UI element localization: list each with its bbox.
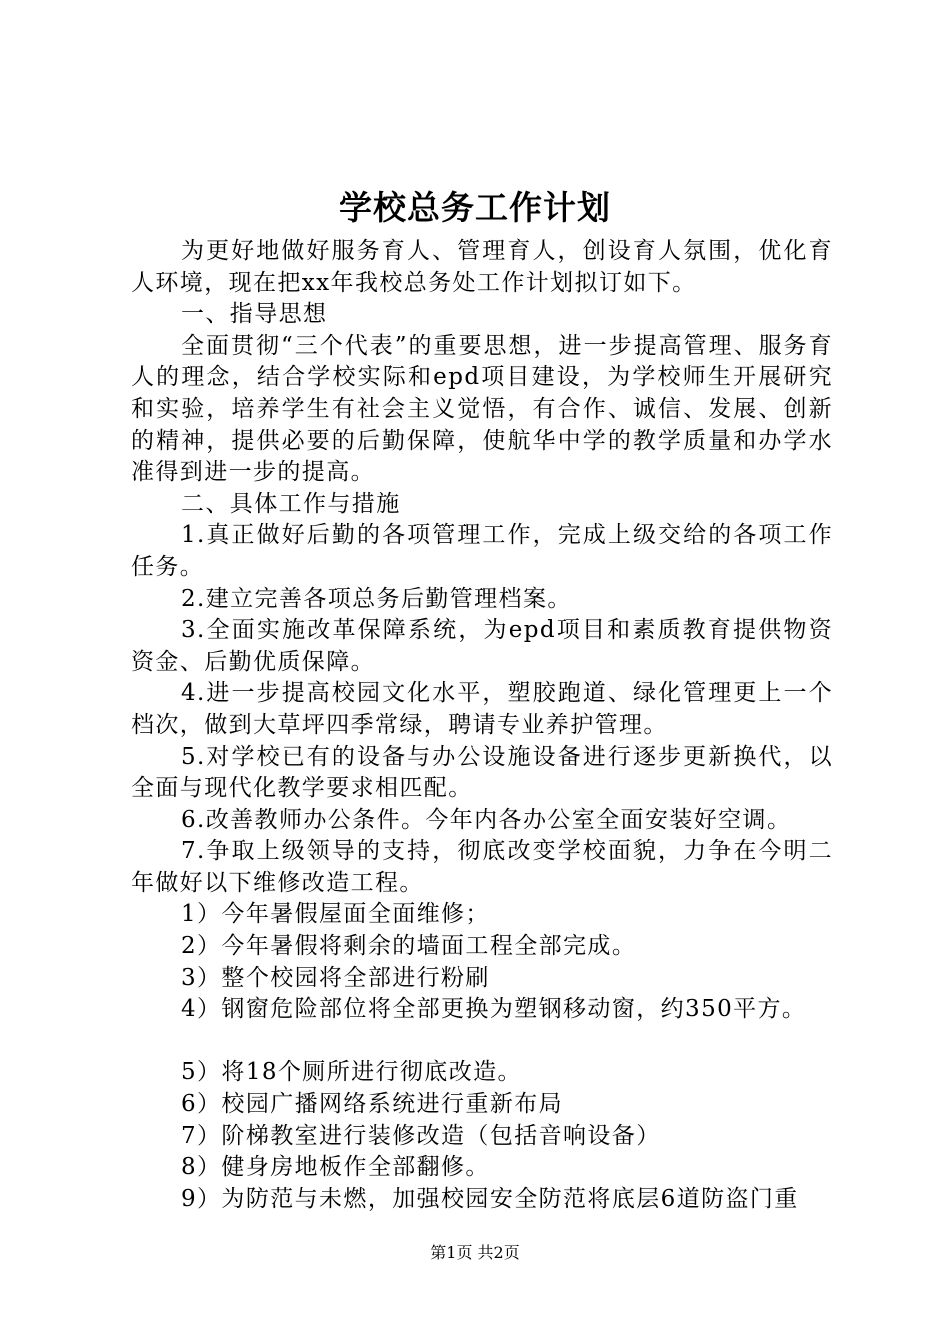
- intro-paragraph: 为更好地做好服务育人、管理育人，创设育人氛围，优化育人环境，现在把xx年我校总务处工作计划拟订如下。: [131, 238, 833, 296]
- page-footer: 第1页 共2页: [430, 1243, 520, 1262]
- measure-item-3: 3.全面实施改革保障系统，为epd项目和素质教育提供物资资金、后勤优质保障。: [131, 617, 833, 675]
- repair-item-4: 4）钢窗危险部位将全部更换为塑钢移动窗，约350平方。: [181, 996, 807, 1023]
- measure-item-2: 2.建立完善各项总务后勤管理档案。: [181, 585, 572, 612]
- repair-item-8: 8）健身房地板作全部翻修。: [181, 1154, 490, 1181]
- guiding-ideology-paragraph: 全面贯彻“三个代表”的重要思想，进一步提高管理、服务育人的理念，结合学校实际和epd项目建设，为学校师生开展研究和实验，培养学生有社会主义觉悟，有合作、诚信、发展、创新的精神，提供必要的后勤保障，使航华中学的教学质量和办学水准得到进一步的提高。: [131, 332, 833, 486]
- repair-item-2: 2）今年暑假将剩余的墙面工程全部完成。: [181, 933, 637, 960]
- repair-item-9: 9）为防范与未燃，加强校园安全防范将底层6道防盗门重: [181, 1185, 799, 1212]
- measure-item-1: 1.真正做好后勤的各项管理工作，完成上级交给的各项工作任务。: [131, 522, 833, 580]
- repair-item-5: 5）将18个厕所进行彻底改造。: [181, 1059, 522, 1086]
- measure-item-5: 5.对学校已有的设备与办公设施设备进行逐步更新换代，以全面与现代化教学要求相匹配。: [131, 743, 833, 802]
- measure-item-6: 6.改善教师办公条件。今年内各办公室全面安装好空调。: [181, 806, 792, 833]
- section-heading-specific-measures: 二、具体工作与措施: [181, 490, 401, 517]
- repair-item-7: 7）阶梯教室进行装修改造（包括音响设备）: [181, 1122, 661, 1149]
- document-title: 学校总务工作计划: [339, 188, 611, 227]
- measure-item-4: 4.进一步提高校园文化水平，塑胶跑道、绿化管理更上一个档次，做到大草坪四季常绿，聘请专业养护管理。: [131, 680, 833, 738]
- repair-item-3: 3）整个校园将全部进行粉刷: [181, 964, 490, 991]
- repair-item-6: 6）校园广播网络系统进行重新布局: [181, 1091, 564, 1118]
- section-heading-guiding-ideology: 一、指导思想: [181, 301, 328, 328]
- repair-item-1: 1）今年暑假屋面全面维修；: [181, 901, 490, 928]
- measure-item-7: 7.争取上级领导的支持，彻底改变学校面貌，力争在今明二年做好以下维修改造工程。: [131, 838, 833, 896]
- document-body: [131, 236, 833, 1215]
